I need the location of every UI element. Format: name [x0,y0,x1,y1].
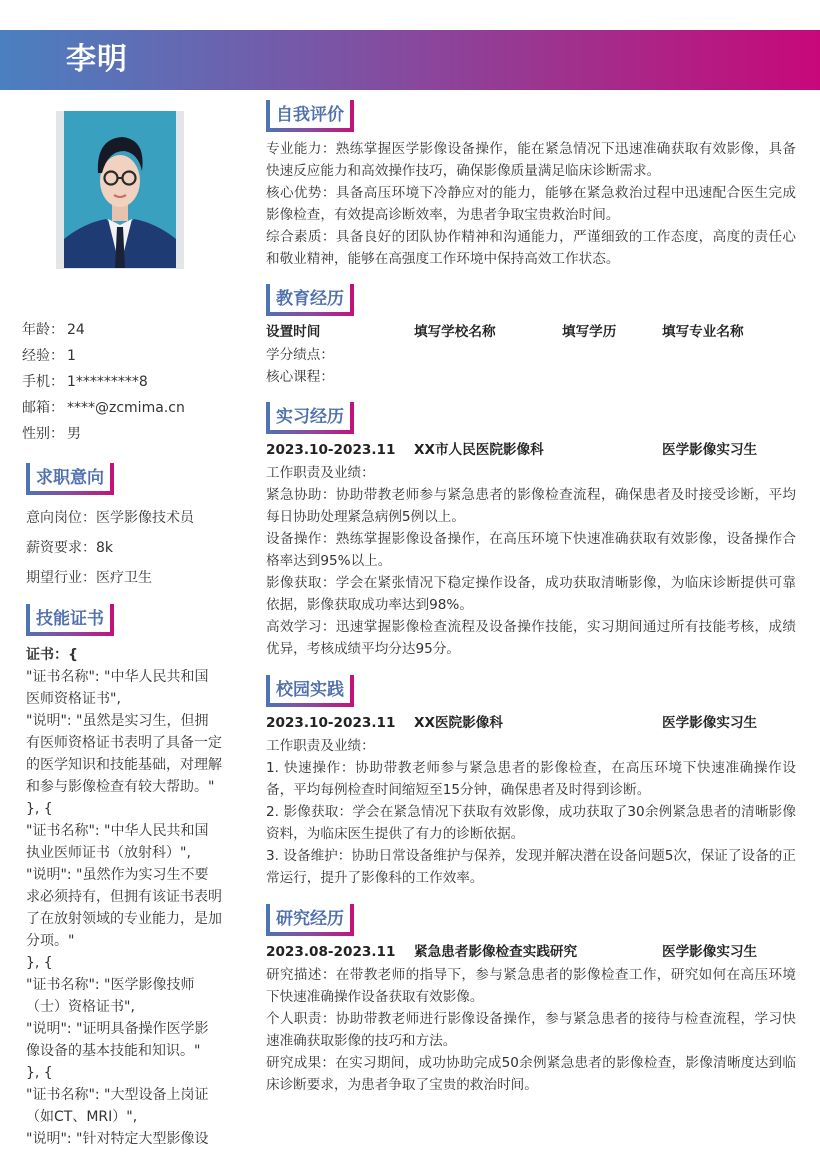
campus-role: 医学影像实习生 [662,715,758,731]
campus-time: 2023.10-2023.11 [266,715,396,731]
internship-role: 医学影像实习生 [662,442,758,458]
internship-time: 2023.10-2023.11 [266,442,396,458]
campus-paragraph: 3. 设备维护：协助日常设备维护与保养，发现并解决潜在设备问题5次，保证了设备的正常运行，提升了影像科的工作效率。 [266,848,796,886]
internship-paragraph: 高效学习：迅速掌握影像检查流程及设备操作技能，实习期间通过所有技能考核，成绩优异，考核成绩平均分达95分。 [266,619,796,657]
education-section [266,284,796,388]
profile-photo-frame [56,111,184,269]
section-title-education: 教育经历 [266,284,354,316]
section-title-self-evaluation: 自我评价 [266,100,354,132]
header-banner [0,30,820,90]
campus-duty-label: 工作职责及业绩： [266,738,375,754]
internship-section [266,402,796,660]
research-paragraph: 研究描述：在带教老师的指导下，参与紧急患者的影像检查工作，研究如何在高压环境下快速准确操作设备获取有效影像。 [266,967,796,1005]
section-title-job-intent: 求职意向 [26,463,114,495]
research-row [266,940,796,964]
certificates-section [26,604,222,1150]
research-project: 紧急患者影像检查实践研究 [414,944,578,960]
campus-row [266,711,796,735]
personal-info [22,317,185,447]
self-eval-paragraph: 专业能力：熟练掌握医学影像设备操作，能在紧急情况下迅速准确获取有效影像，具备快速反应能力和高效操作技巧，确保影像质量满足临床诊断需求。 [266,141,796,179]
internship-org: XX市人民医院影像科 [414,442,544,458]
info-gender: 性别： 男 [22,426,81,442]
internship-row [266,438,796,462]
education-school: 填写学校名称 [414,324,496,340]
education-row [266,320,796,344]
research-role: 医学影像实习生 [662,944,758,960]
research-paragraph: 研究成果：在实习期间，成功协助完成50余例紧急患者的影像检查，影像清晰度达到临床诊断要求，为患者争取了宝贵的救治时间。 [266,1055,796,1093]
intent-industry: 期望行业：医疗卫生 [26,570,152,586]
intent-salary: 薪资要求：8k [26,540,114,556]
intent-position: 意向岗位：医学影像技术员 [26,510,194,526]
section-title-research: 研究经历 [266,904,354,936]
left-column [0,90,250,1160]
section-title-certificates: 技能证书 [26,604,114,636]
section-title-internship: 实习经历 [266,402,354,434]
research-time: 2023.08-2023.11 [266,944,396,960]
info-experience: 经验： 1 [22,348,76,364]
internship-paragraph: 影像获取：学会在紧张情况下稳定操作设备，成功获取清晰影像，为临床诊断提供可靠依据，影像获取成功率达到98%。 [266,575,796,613]
internship-paragraph: 紧急协助：协助带教老师参与紧急患者的影像检查流程，确保患者及时接受诊断，平均每日协助处理紧急病例5例以上。 [266,487,796,525]
info-age: 年龄： 24 [22,322,85,338]
self-eval-paragraph: 综合素质：具备良好的团队协作精神和沟通能力，严谨细致的工作态度，高度的责任心和敬业精神，能够在高强度工作环境中保持高效工作状态。 [266,229,796,267]
education-degree: 填写学历 [562,324,617,340]
education-time: 设置时间 [266,324,321,340]
internship-paragraph: 设备操作：熟练掌握影像设备操作，在高压环境下快速准确获取有效影像，设备操作合格率达到95%以上。 [266,531,796,569]
research-paragraph: 个人职责：协助带教老师进行影像设备操作，参与紧急患者的接待与检查流程，学习快速准确获取影像的技巧和方法。 [266,1011,796,1049]
campus-org: XX医院影像科 [414,715,503,731]
info-phone: 手机： 1*********8 [22,374,148,390]
certificates-text: 证书：{ "证书名称": "中华人民共和国医师资格证书", "说明": "虽然是实习生，但拥有医师资格证书表明了具备一定的医学知识和技能基础，对理解和参与影像检查有较大帮助。" }, { "证书名称": "中华人民共和国执业医师证书（放射科）", "说明": "虽然作为实习生不要求必须持有，但拥有该证书表明了在放射领域的专业能力，是加分项。" }, { "证书名称": "医学影像技师（士）资格证书", "说明": "证明具备操作医学影像设备的基本技能和知识。" }, { "证书名称": "大型设备上岗证（如CT、MRI）", "说明": "针对特定大型影像设 [26,647,222,1147]
education-courses-label: 核心课程： [266,369,334,385]
campus-paragraph: 1. 快速操作：协助带教老师参与紧急患者的影像检查，在高压环境下快速准确操作设备，平均每例检查时间缩短至15分钟，确保患者及时得到诊断。 [266,760,796,798]
campus-paragraph: 2. 影像获取：学会在紧急情况下获取有效影像，成功获取了30余例紧急患者的清晰影像资料，为临床医生提供了有力的诊断依据。 [266,804,796,842]
section-title-campus-practice: 校园实践 [266,675,354,707]
internship-duty-label: 工作职责及业绩： [266,465,375,481]
candidate-name: 李明 [66,42,128,77]
job-intent-section [26,463,194,593]
info-email: 邮箱： ****@zcmima.cn [22,400,185,416]
education-major: 填写专业名称 [662,324,744,340]
profile-photo [64,111,176,268]
self-evaluation-section [266,100,796,270]
portrait-image-icon [64,111,176,268]
education-gpa-label: 学分绩点： [266,347,334,363]
self-eval-paragraph: 核心优势：具备高压环境下冷静应对的能力，能够在紧急救治过程中迅速配合医生完成影像检查，有效提高诊断效率，为患者争取宝贵救治时间。 [266,185,796,223]
campus-practice-section [266,675,796,889]
research-section [266,904,796,1096]
